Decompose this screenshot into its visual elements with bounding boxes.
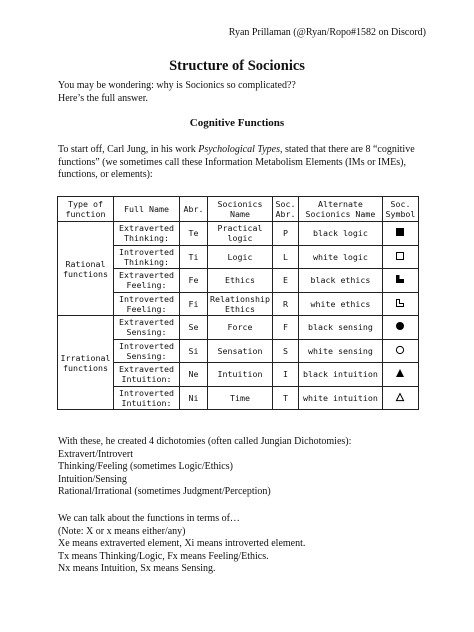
cell-abr: Ti (180, 245, 208, 269)
cell-symbol (382, 386, 418, 410)
cell-soc-abr: R (272, 292, 298, 316)
filled-square-icon (395, 227, 405, 237)
paragraph-text: , stated that there are 8 “cognitive functions” (we sometimes call these Information Metabolism Elements (IMs or IMEs), functions, or elements): (58, 144, 415, 180)
cell-soc-abr: P (272, 222, 298, 246)
cell-socionics-name: Sensation (208, 339, 273, 363)
cell-symbol (382, 316, 418, 340)
cell-alternate: white sensing (298, 339, 382, 363)
cell-symbol (382, 245, 418, 269)
cell-symbol (382, 292, 418, 316)
cell-abr: Ne (180, 363, 208, 387)
cell-symbol (382, 222, 418, 246)
header-abr: Abr. (180, 197, 208, 222)
header-symbol: Soc. Symbol (382, 197, 418, 222)
intro-paragraph (58, 144, 418, 182)
cell-full-name: Extraverted Feeling: (114, 269, 180, 293)
cell-full-name: Introverted Sensing: (114, 339, 180, 363)
cell-alternate: white ethics (298, 292, 382, 316)
filled-triangle-icon (395, 368, 405, 378)
cell-symbol (382, 339, 418, 363)
cell-socionics-name: Time (208, 386, 273, 410)
outline-l-icon (395, 298, 405, 308)
cell-abr: Te (180, 222, 208, 246)
cell-soc-abr: E (272, 269, 298, 293)
table-row (58, 316, 419, 340)
intro-line: Here’s the full answer. (58, 92, 148, 104)
cell-socionics-name: Ethics (208, 269, 273, 293)
cell-alternate: black logic (298, 222, 382, 246)
dichotomy-item: Thinking/Feeling (sometimes Logic/Ethics) (58, 461, 233, 472)
cell-socionics-name: Force (208, 316, 273, 340)
notes-intro: We can talk about the functions in terms of… (58, 513, 240, 524)
cell-soc-abr: F (272, 316, 298, 340)
dichotomy-item: Rational/Irrational (sometimes Judgment/Perception) (58, 486, 271, 497)
header-soc-abr: Soc. Abr. (272, 197, 298, 222)
cell-alternate: white intuition (298, 386, 382, 410)
cell-abr: Fi (180, 292, 208, 316)
cell-abr: Se (180, 316, 208, 340)
cell-socionics-name: Intuition (208, 363, 273, 387)
cell-alternate: white logic (298, 245, 382, 269)
header-alternate: Alternate Socionics Name (298, 197, 382, 222)
outline-triangle-icon (395, 392, 405, 402)
cell-symbol (382, 363, 418, 387)
note-line: Nx means Intuition, Sx means Sensing. (58, 563, 216, 574)
section-title: Cognitive Functions (189, 117, 285, 129)
page-title: Structure of Socionics (169, 58, 305, 74)
cell-abr: Ni (180, 386, 208, 410)
group-irrational: Irrational functions (58, 316, 114, 410)
dichotomy-item: Intuition/Sensing (58, 473, 127, 485)
book-title: Psychological Types (198, 144, 280, 155)
function-notes-block (58, 513, 305, 576)
cell-full-name: Introverted Intuition: (114, 386, 180, 410)
cell-alternate: black intuition (298, 363, 382, 387)
cell-alternate: black sensing (298, 316, 382, 340)
cell-full-name: Introverted Feeling: (114, 292, 180, 316)
cell-soc-abr: L (272, 245, 298, 269)
table-header-row (58, 197, 419, 222)
note-line: (Note: X or x means either/any) (58, 525, 186, 537)
cell-abr: Si (180, 339, 208, 363)
filled-l-icon (395, 274, 405, 284)
header-full-name: Full Name (114, 197, 180, 222)
dichotomy-item: Extravert/Introvert (58, 448, 133, 460)
dichotomies-block (58, 436, 351, 499)
cell-alternate: black ethics (298, 269, 382, 293)
header-socionics-name: Socionics Name (208, 197, 273, 222)
cell-full-name: Extraverted Thinking: (114, 222, 180, 246)
table-row (58, 222, 419, 246)
header-type: Type of function (58, 197, 114, 222)
cell-soc-abr: I (272, 363, 298, 387)
cell-soc-abr: S (272, 339, 298, 363)
cell-socionics-name: Logic (208, 245, 273, 269)
cell-full-name: Introverted Thinking: (114, 245, 180, 269)
author-line: Ryan Prillaman (@Ryan/Ropo#1582 on Discord) (228, 27, 426, 38)
functions-table (57, 196, 419, 410)
cell-soc-abr: T (272, 386, 298, 410)
paragraph-text: To start off, Carl Jung, in his work (58, 144, 199, 155)
cell-full-name: Extraverted Sensing: (114, 316, 180, 340)
cell-socionics-name: Practical logic (208, 222, 273, 246)
cell-socionics-name: Relationship Ethics (208, 292, 273, 316)
cell-full-name: Extraverted Intuition: (114, 363, 180, 387)
cell-abr: Fe (180, 269, 208, 293)
filled-circle-icon (395, 321, 405, 331)
outline-square-icon (395, 251, 405, 261)
note-line: Tx means Thinking/Logic, Fx means Feeling/Ethics. (58, 550, 269, 562)
cell-symbol (382, 269, 418, 293)
note-line: Xe means extraverted element, Xi means introverted element. (58, 538, 306, 549)
intro-text (58, 80, 296, 105)
group-rational: Rational functions (58, 222, 114, 316)
outline-circle-icon (395, 345, 405, 355)
intro-line: You may be wondering: why is Socionics so complicated?? (58, 80, 296, 91)
dichotomies-intro: With these, he created 4 dichotomies (often called Jungian Dichotomies): (58, 436, 352, 447)
